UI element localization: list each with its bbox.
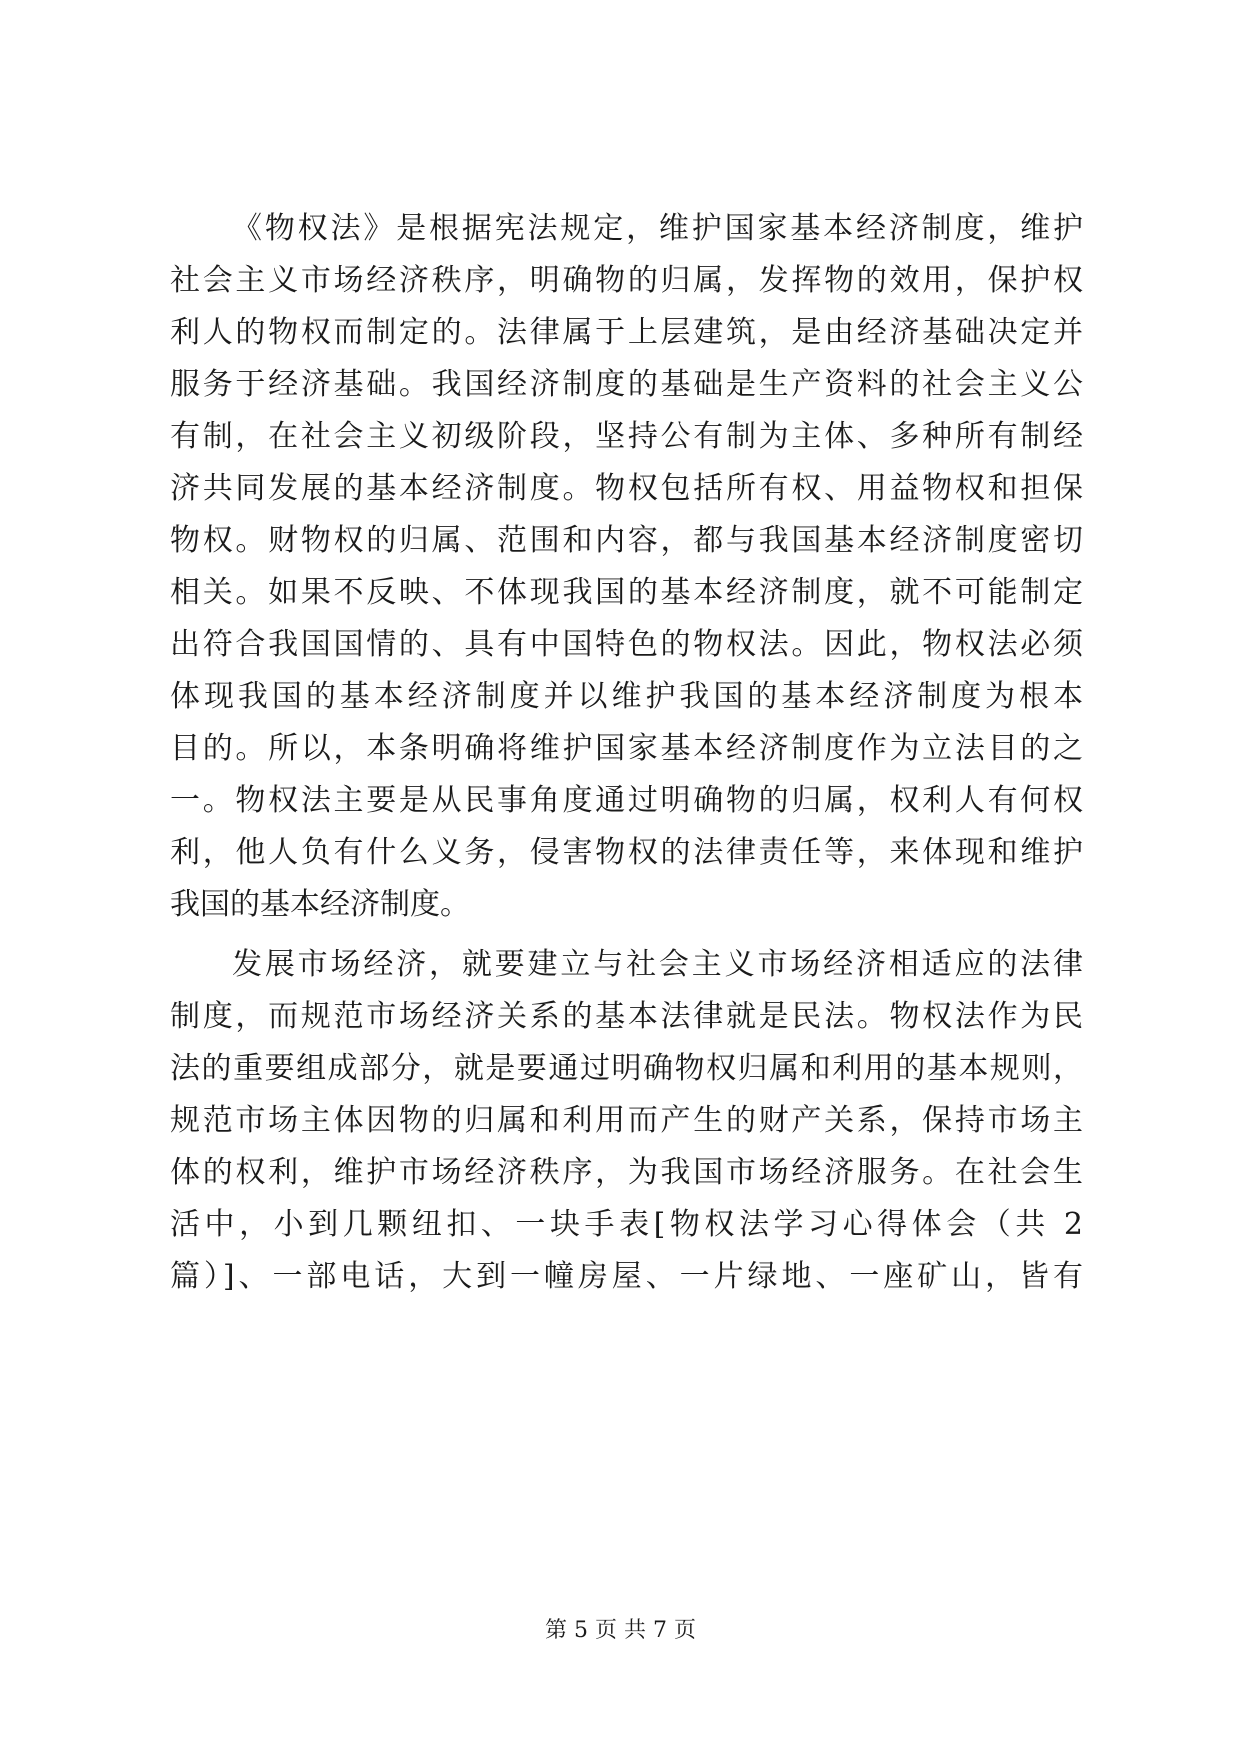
text-line: 法的重要组成部分，就是要通过明确物权归属和利用的基本规则， <box>170 1051 1083 1086</box>
text-line: 规范市场主体因物的归属和利用而产生的财产关系，保持市场主 <box>170 1103 1083 1138</box>
text-line: 篇）]、一部电话，大到一幢房屋、一片绿地、一座矿山，皆有 <box>170 1259 1083 1294</box>
text-line: 发展市场经济，就要建立与社会主义市场经济相适应的法律 <box>232 947 1083 982</box>
page-number-label: 第 5 页 共 7 页 <box>545 1618 696 1643</box>
text-line: 济共同发展的基本经济制度。物权包括所有权、用益物权和担保 <box>170 471 1083 506</box>
text-line: 物权。财物权的归属、范围和内容，都与我国基本经济制度密切 <box>170 523 1083 558</box>
paragraph-2 <box>170 939 1083 1303</box>
text-line: 体现我国的基本经济制度并以维护我国的基本经济制度为根本 <box>170 679 1083 714</box>
text-line: 有制，在社会主义初级阶段，坚持公有制为主体、多种所有制经 <box>170 419 1083 454</box>
text-line: 一。物权法主要是从民事角度通过明确物的归属，权利人有何权 <box>170 783 1083 818</box>
page-footer <box>0 1613 1241 1644</box>
text-line: 体的权利，维护市场经济秩序，为我国市场经济服务。在社会生 <box>170 1155 1083 1190</box>
body-text <box>170 203 1083 1303</box>
text-line: 制度，而规范市场经济关系的基本法律就是民法。物权法作为民 <box>170 999 1083 1034</box>
text-line: 目的。所以，本条明确将维护国家基本经济制度作为立法目的之 <box>170 731 1083 766</box>
text-line: 社会主义市场经济秩序，明确物的归属，发挥物的效用，保护权 <box>170 263 1083 298</box>
text-line: 活中，小到几颗纽扣、一块手表[物权法学习心得体会（共 2 <box>170 1207 1083 1242</box>
text-line: 《物权法》是根据宪法规定，维护国家基本经济制度，维护 <box>232 211 1083 246</box>
paragraph-gap <box>170 931 1083 939</box>
text-line: 利，他人负有什么义务，侵害物权的法律责任等，来体现和维护 <box>170 835 1083 870</box>
text-line: 出符合我国国情的、具有中国特色的物权法。因此，物权法必须 <box>170 627 1083 662</box>
paragraph-1 <box>170 203 1083 931</box>
text-line: 服务于经济基础。我国经济制度的基础是生产资料的社会主义公 <box>170 367 1083 402</box>
text-line: 我国的基本经济制度。 <box>170 887 470 922</box>
text-line: 利人的物权而制定的。法律属于上层建筑，是由经济基础决定并 <box>170 315 1083 350</box>
text-line: 相关。如果不反映、不体现我国的基本经济制度，就不可能制定 <box>170 575 1083 610</box>
